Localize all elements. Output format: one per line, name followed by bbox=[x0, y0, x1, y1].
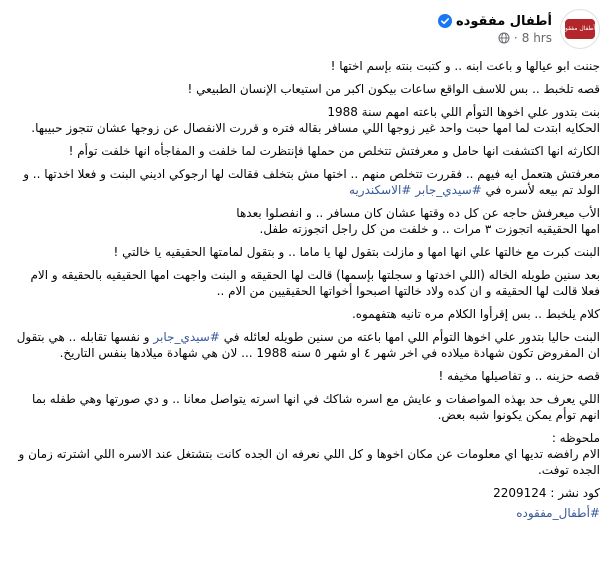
globe-icon[interactable] bbox=[498, 32, 510, 44]
hashtag-sidi-gaber[interactable]: #سيدي_جابر bbox=[415, 183, 482, 197]
text-line: قصه حزينه .. و تفاصيلها مخيفه ! bbox=[438, 369, 600, 383]
text-line: جننت ابو عيالها و باعت ابنه .. و كتبت بنته بإسم اختها ! bbox=[330, 59, 600, 73]
page-name[interactable]: أطفال مفقوده bbox=[455, 13, 552, 29]
text-line: قصه تلخبط .. بس للاسف الواقع ساعات بيكون اكبر من استيعاب الإنسان الطبيعي ! bbox=[187, 82, 600, 96]
text-line: بنت بتدور علي اخوها التوأم اللي باعته امهم سنة 1988 bbox=[327, 105, 600, 119]
post-meta bbox=[438, 13, 552, 46]
time-row bbox=[438, 30, 552, 46]
text-line: الام رافضه تديها اي معلومات عن مكان اخوها و كل اللي نعرفه ان الجده كانت بتشتغل عند الاسره اللي اشترته زمان و الجده توفت. bbox=[18, 447, 600, 477]
text-line: معرفتش هتعمل ايه فيهم .. فقررت تتخلص منهم .. اختها مش بتخلف فقالت لها ارجوكي اديني البنت و فعلا اخدتها .. و الولد تم بيعه لأسره في bbox=[23, 167, 600, 197]
paragraph-13 bbox=[14, 430, 600, 478]
text-line: البنت كبرت مع خالتها علي انها امها و مازلت بتقول لها يا ماما .. و بتقول لمامتها الحقيقيه يا خالتي ! bbox=[113, 245, 600, 259]
paragraph-12 bbox=[14, 391, 600, 423]
footer-hashtag bbox=[14, 505, 600, 521]
paragraph-3 bbox=[14, 104, 600, 136]
text-line: و نفسها تقابله .. هي بتقول ان المفروض تكون شهادة ميلاده في اخر شهر ٤ او شهر ٥ سنه 1988 ... لان هي شهادة ميلادها بنفس التاريخ. bbox=[16, 330, 600, 360]
text-line: اللي يعرف حد بهذه المواصفات و عايش مع اسره شاكك في انها اسرته يتواصل معانا .. و دي صورتها وهي طفله بما انهم توأم يمكن يكونوا شبه بعض. bbox=[32, 392, 600, 422]
text-line: الحكايه ابتدت لما امها حبت واحد غير زوجها اللي مسافر بقاله فتره و قررت الانفصال عن زوجها عشان تتجوز حبيبها. bbox=[31, 121, 600, 135]
paragraph-11 bbox=[14, 368, 600, 384]
paragraph-4 bbox=[14, 143, 600, 159]
paragraph-1 bbox=[14, 58, 600, 74]
text-line: كلام يلخبط .. بس إقرأوا الكلام مره تانيه هتفهموه. bbox=[351, 307, 600, 321]
text-line: امها الحقيقيه اتجوزت ٣ مرات .. و خلفت من كل راجل اتجوزته طفل. bbox=[259, 222, 600, 236]
time-separator: · bbox=[513, 30, 518, 45]
paragraph-7 bbox=[14, 244, 600, 260]
post-content bbox=[14, 58, 600, 521]
paragraph-10 bbox=[14, 329, 600, 361]
verified-badge-icon bbox=[438, 14, 452, 28]
paragraph-6 bbox=[14, 205, 600, 237]
post-code bbox=[14, 485, 600, 501]
page-logo: أطفال مفقوده bbox=[565, 19, 595, 39]
post-time[interactable]: 8 hrs bbox=[521, 30, 552, 45]
paragraph-5 bbox=[14, 166, 600, 198]
note-label: ملحوظه : bbox=[551, 431, 600, 445]
text-line: بعد سنين طويله الخاله (اللي اخدتها و سجلتها بإسمها) قالت لها الحقيقه و البنت واجهت امها الحقيقيه بالحقيقه و الام فعلا قالت لها الحقيقه و ان كده ولاد خالتها اصبحوا أخواتها الحقيقيين من الام .. bbox=[30, 268, 600, 298]
paragraph-9 bbox=[14, 306, 600, 322]
hashtag-alexandria[interactable]: #الاسكندريه bbox=[349, 183, 412, 197]
text-line: الأب ميعرفش حاجه عن كل ده وقتها عشان كان مسافر .. و انفصلوا بعدها bbox=[236, 206, 600, 220]
text-line: كود نشر : 2209124 bbox=[493, 486, 600, 500]
post-header bbox=[14, 8, 600, 50]
author-row bbox=[438, 13, 552, 30]
paragraph-8 bbox=[14, 267, 600, 299]
hashtag-missing-children[interactable]: #أطفال_مفقوده bbox=[516, 506, 600, 520]
page-avatar[interactable] bbox=[560, 9, 600, 49]
hashtag-sidi-gaber-2[interactable]: #سيدي_جابر bbox=[153, 330, 220, 344]
text-line: البنت حاليا بتدور علي اخوها التوأم اللي امها باعته من سنين طويله لعائله في bbox=[219, 330, 600, 344]
text-line: الكارثه انها اكتشفت انها حامل و معرفتش تتخلص من حملها فإنتظرت لما خلفت و المفاجأه انها خلفت توأم ! bbox=[68, 144, 600, 158]
paragraph-2 bbox=[14, 81, 600, 97]
